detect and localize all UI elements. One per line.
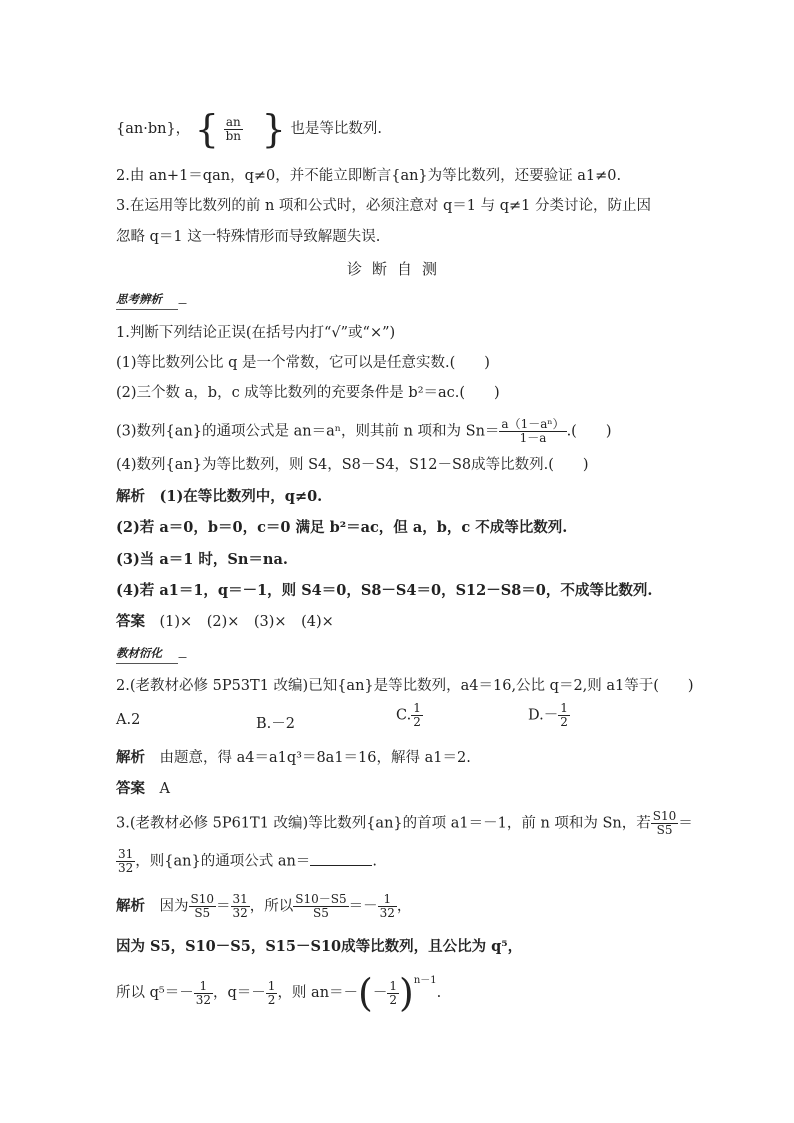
fraction-sn: $\frac{\text{a（1－aⁿ）}}{1-a}$: [501, 417, 565, 445]
section-title: 诊断自测: [346, 260, 447, 278]
q3-stem-line-2: $\frac{31}{32}$ ，则{an}的通项公式 an＝ .: [118, 847, 377, 875]
q1-analysis-3: (3)当 a＝1 时，Sn＝na.: [116, 551, 288, 568]
q1-analysis-2: (2)若 a＝0，b＝0，c＝0 满足 b²＝ac，但 a，b，c 不成等比数列.: [116, 519, 568, 536]
left-paren: (: [358, 971, 373, 1015]
q1-statement-2: (2)三个数 a，b，c 成等比数列的充要条件是 b²＝ac.( ): [116, 385, 500, 401]
q1-analysis-1: 解析 (1)在等比数列中，q≠0.: [116, 488, 323, 505]
fraction-31-32: $\frac{31}{32}$: [118, 847, 134, 875]
q3-analysis-3: 所以 q⁵＝－ $\frac{1}{32}$ ，q＝－ $\frac{1}{2}$ ，则 an＝－(－ $\frac{1}{2}$ )$^{n-1}$.: [116, 971, 442, 1015]
fraction-an-bn: $\frac{an}{bn}$: [225, 114, 241, 143]
tag-textbook: 教材衍化: [116, 645, 162, 661]
q1-statement-3: (3)数列{an}的通项公式是 an＝aⁿ，则其前 n 项和为 Sn＝ $\frac{\text{a（1－aⁿ）}}{1-a}$ .( ): [116, 417, 612, 445]
answer-blank[interactable]: [310, 853, 372, 866]
q1-statement-1: (1)等比数列公比 q 是一个常数，它可以是任意实数.( ): [116, 355, 490, 371]
line-top-3: 3.在运用等比数列的前 n 项和公式时，必须注意对 q＝1 与 q≠1 分类讨论，防止因: [116, 198, 651, 214]
q1-answer: 答案 (1)× (2)× (3)× (4)×: [116, 613, 334, 630]
q2-option-d: D.－ $\frac{1}{2}$: [528, 701, 568, 729]
q1-stem: 1.判断下列结论正误(在括号内打“√”或“×”): [116, 325, 396, 341]
q2-option-b: B.－2: [256, 716, 295, 732]
q2-answer: 答案 A: [116, 780, 170, 797]
q1-analysis-4: (4)若 a1＝1，q＝－1，则 S4＝0，S8－S4＝0，S12－S8＝0，不成等比数列.: [116, 582, 653, 599]
q3-analysis-2: 因为 S5，S10－S5，S15－S10成等比数列，且公比为 q⁵，: [116, 938, 523, 955]
q2-option-c: C. $\frac{1}{2}$: [396, 701, 421, 729]
line-top-4: 忽略 q＝1 这一特殊情形而导致解题失误.: [116, 229, 381, 245]
line-top-2: 2.由 an+1＝qan，q≠0，并不能立即断言{an}为等比数列，还要验证 a1≠0.: [116, 168, 622, 184]
q2-option-a: A.2: [116, 712, 141, 728]
q2-analysis: 解析 由题意，得 a4＝a1q³＝8a1＝16，解得 a1＝2.: [116, 749, 471, 766]
tag-thinking: 思考辨析: [116, 291, 162, 307]
q3-analysis-1: 解析 因为 $\frac{S10}{S5}$ ＝ $\frac{31}{32}$ ，所以 $\frac{S10-S5}{S5}$ ＝－ $\frac{1}{32}$ ，: [116, 892, 412, 920]
q1-statement-4: (4)数列{an}为等比数列，则 S4，S8－S4，S12－S8成等比数列.( ): [116, 457, 589, 473]
right-brace: }: [261, 107, 286, 151]
line-top-1: {an·bn}， { $\frac{an}{bn}$ } 也是等比数列.: [116, 107, 383, 151]
q3-stem-line-1: 3.(老教材必修 5P61T1 改编)等比数列{an}的首项 a1＝－1，前 n 项和为 Sn，若 $\frac{S10}{S5}$ ＝: [116, 809, 693, 837]
right-paren: ): [399, 971, 414, 1015]
q2-stem: 2.(老教材必修 5P53T1 改编)已知{an}是等比数列，a4＝16,公比 q＝2,则 a1等于( ): [116, 678, 694, 694]
left-brace: {: [194, 107, 219, 151]
fraction-s10-s5: $\frac{S10}{S5}$: [652, 809, 677, 837]
